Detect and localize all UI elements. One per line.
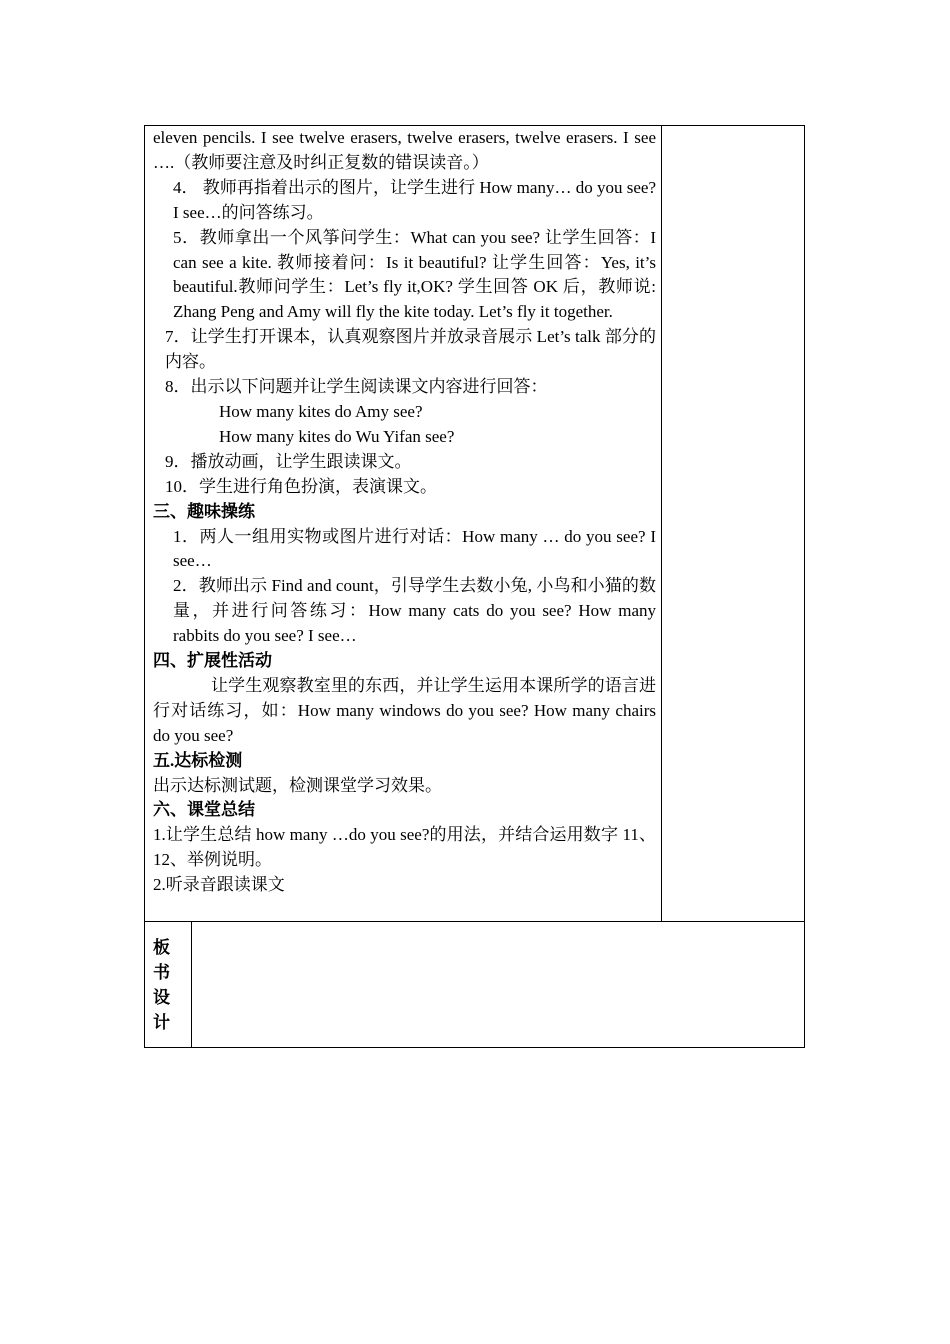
step-5: 5．教师拿出一个风筝问学生：What can you see? 让学生回答：I can see a kite. 教师接着问：Is it beautiful? 让学生回答：Yes, it’s beautiful.教师问学生：Let’s fly it,OK? 学生回答 OK 后，教师说: Zhang Peng and Amy will fly the kite today. Let’s fly it together. bbox=[173, 227, 656, 322]
lesson-steps-content bbox=[153, 126, 656, 898]
question-1: How many kites do Amy see? bbox=[219, 401, 423, 421]
step-9: 9．播放动画，让学生跟读课文。 bbox=[165, 451, 412, 471]
step-4: 4． 教师再指着出示的图片，让学生进行 How many… do you see? I see…的问答练习。 bbox=[173, 177, 656, 222]
step-text: eleven pencils. I see twelve erasers, twelve erasers, twelve erasers. I see ….（教师要注意及时纠正复数的错误读音。） bbox=[153, 128, 656, 172]
board-design-label bbox=[153, 936, 173, 1036]
assessment-text: 出示达标测试题，检测课堂学习效果。 bbox=[153, 775, 442, 795]
board-design-table bbox=[144, 921, 805, 1048]
column-divider bbox=[191, 922, 192, 1047]
section-heading-6: 六、课堂总结 bbox=[153, 800, 255, 820]
section-heading-4: 四、扩展性活动 bbox=[153, 651, 272, 671]
extension-text: 让学生观察教室里的东西，并让学生运用本课所学的语言进行对话练习，如：How many windows do you see? How many chairs do you see? bbox=[153, 675, 656, 745]
summary-1: 1.让学生总结 how many …do you see?的用法，并结合运用数字 11、12、举例说明。 bbox=[153, 825, 656, 870]
label-char: 计 bbox=[153, 1013, 170, 1033]
label-char: 板 bbox=[153, 938, 170, 958]
section-heading-5: 五.达标检测 bbox=[153, 750, 243, 770]
step-7: 7．让学生打开课本，认真观察图片并放录音展示 Let’s talk 部分的内容。 bbox=[165, 327, 656, 372]
label-char: 设 bbox=[153, 988, 170, 1008]
summary-2: 2.听录音跟读课文 bbox=[153, 875, 285, 895]
practice-2: 2．教师出示 Find and count，引导学生去数小兔, 小鸟和小猫的数量，并进行问答练习：How many cats do you see? How many rabbits do you see? I see… bbox=[173, 576, 656, 646]
question-2: How many kites do Wu Yifan see? bbox=[219, 426, 455, 446]
step-10: 10．学生进行角色扮演，表演课文。 bbox=[165, 476, 437, 496]
label-char: 书 bbox=[153, 963, 170, 983]
step-8: 8．出示以下问题并让学生阅读课文内容进行回答： bbox=[165, 377, 548, 397]
column-divider bbox=[661, 126, 662, 921]
section-heading-3: 三、趣味操练 bbox=[153, 501, 255, 521]
lesson-steps-table bbox=[144, 125, 805, 922]
practice-1: 1．两人一组用实物或图片进行对话：How many … do you see? I see… bbox=[173, 526, 656, 571]
